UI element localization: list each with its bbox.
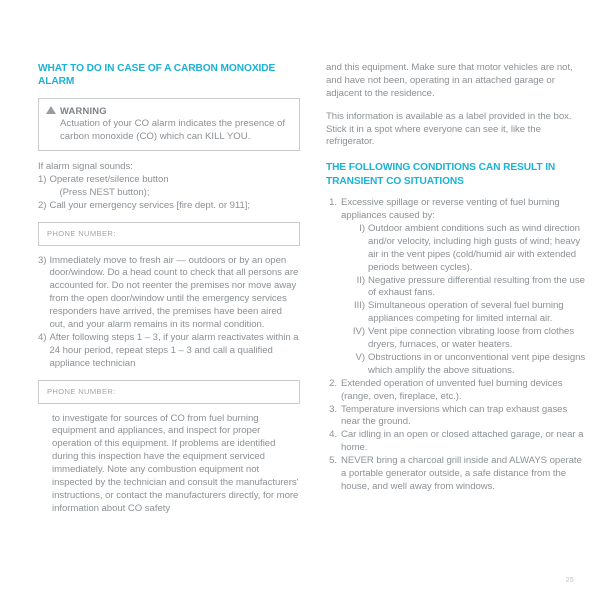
page-number: 25 [565,577,574,584]
list-item [326,404,588,430]
list-item [38,174,300,200]
list-marker: 3. [329,403,337,415]
warning-triangle-icon [46,106,56,114]
left-column [38,62,300,516]
list-item [326,197,588,377]
list-marker: III) [354,300,365,312]
list-item [350,352,588,378]
list-item [38,200,300,213]
list-text: Negative pressure differential resulting from the use of exhaust fans. [368,274,585,299]
list-marker: 2) [38,199,47,211]
list-marker: II) [356,274,365,286]
list-text: Outdoor ambient conditions such as wind direction and/or velocity, including high gusts of wind; heavy air in the vent pipes (cold/humid air with extended periods between cycles). [368,223,581,273]
list-marker: 4) [38,331,47,343]
list-text: Simultaneous operation of several fuel burning appliances competing for limited internal air. [368,300,564,325]
two-column-layout [38,62,586,516]
phone-number-label-2: PHONE NUMBER: [47,387,116,397]
list-marker: IV) [352,326,365,338]
list-marker: I) [359,223,365,235]
list-item [38,332,300,371]
list-text-main: Operate reset/silence button [49,173,169,185]
list-text [49,174,300,200]
list-item [350,300,588,326]
list-item [350,275,588,301]
list-item [326,455,588,494]
list-marker: 1) [38,173,47,185]
list-text: Extended operation of unvented fuel burning devices (range, oven, fireplace, etc.). [341,377,563,402]
phone-number-label-1: PHONE NUMBER: [47,229,116,239]
list-marker: 4. [329,429,337,441]
right-column [326,62,588,494]
transient-conditions-list [326,197,588,493]
list-marker: 1. [329,197,337,209]
list-item [350,326,588,352]
warning-header [46,105,291,116]
list-text [341,197,588,377]
sub-list-roman [341,223,588,378]
list-text-sub: (Press NEST button); [59,186,150,198]
section-title-transient-co-situations: THE FOLLOWING CONDITIONS CAN RESULT IN TRANSIENT CO SITUATIONS [326,162,556,187]
list-text: Temperature inversions which can trap exhaust gases near the ground. [341,403,568,428]
list-marker: 2. [329,377,337,389]
list-text: Call your emergency services [fire dept. or 911]; [49,199,250,211]
steps-list-part-one [38,174,300,213]
list-marker: 3) [38,254,47,266]
warning-callout-box [38,98,300,151]
list-item [350,223,588,275]
list-text: After following steps 1 – 3, if your alarm reactivates within a 24 hour period, repeat steps 1 – 3 and call a qualified appliance technician [49,331,299,369]
step-four-continuation-text: to investigate for sources of CO from fuel burning equipment and appliances, and inspect for proper operation of this equipment. If problems are identified during this inspection have the equipment serviced immediately. Note any combustion equipment not inspected by the technician and consult the manufacturers' instructions, or contact the manufacturers directly, for more information about CO safety [52,412,299,514]
alarm-sounds-lead-in: If alarm signal sounds: [38,161,133,172]
list-marker: V) [355,351,365,363]
list-text: Car idling in an open or closed attached garage, or near a home. [341,429,584,454]
list-item [326,378,588,404]
list-text-main: Excessive spillage or reverse venting of fuel burning appliances caused by: [341,197,560,222]
list-item [38,255,300,332]
list-text: Vent pipe connection vibrating loose from clothes dryers, furnaces, or water heaters. [368,326,575,351]
list-text: NEVER bring a charcoal grill inside and ALWAYS operate a portable generator outside, a safe distance from the house, and well away from windows. [341,455,582,492]
continued-paragraph: and this equipment. Make sure that motor vehicles are not, and have not been, operating in an attached garage or adjacent to the residence. [326,62,573,99]
phone-number-field-2[interactable] [38,380,300,404]
warning-label: WARNING [60,104,107,116]
steps-list-part-two [38,255,300,371]
list-marker: 5. [329,455,337,467]
list-item [326,429,588,455]
list-text: Immediately move to fresh air — outdoors or by an open door/window. Do a head count to check that all persons are accounted for. Do not reenter the premises nor move away from the open door/window until the emergency services responders have arrived, the premises have been aired out, and your alarm remains in its normal condition. [49,254,299,331]
warning-body-text: Actuation of your CO alarm indicates the presence of carbon monoxide (CO) which can KILL YOU. [60,117,286,142]
list-text: Obstructions in or unconventional vent pipe designs which amplify the above situations. [368,351,586,376]
label-in-box-paragraph: This information is available as a label provided in the box. Stick it in a spot where everyone can see it, like the refrigerator. [326,110,572,148]
phone-number-field-1[interactable] [38,222,300,246]
page-title-carbon-monoxide-alarm: WHAT TO DO IN CASE OF A CARBON MONOXIDE ALARM [38,63,276,88]
